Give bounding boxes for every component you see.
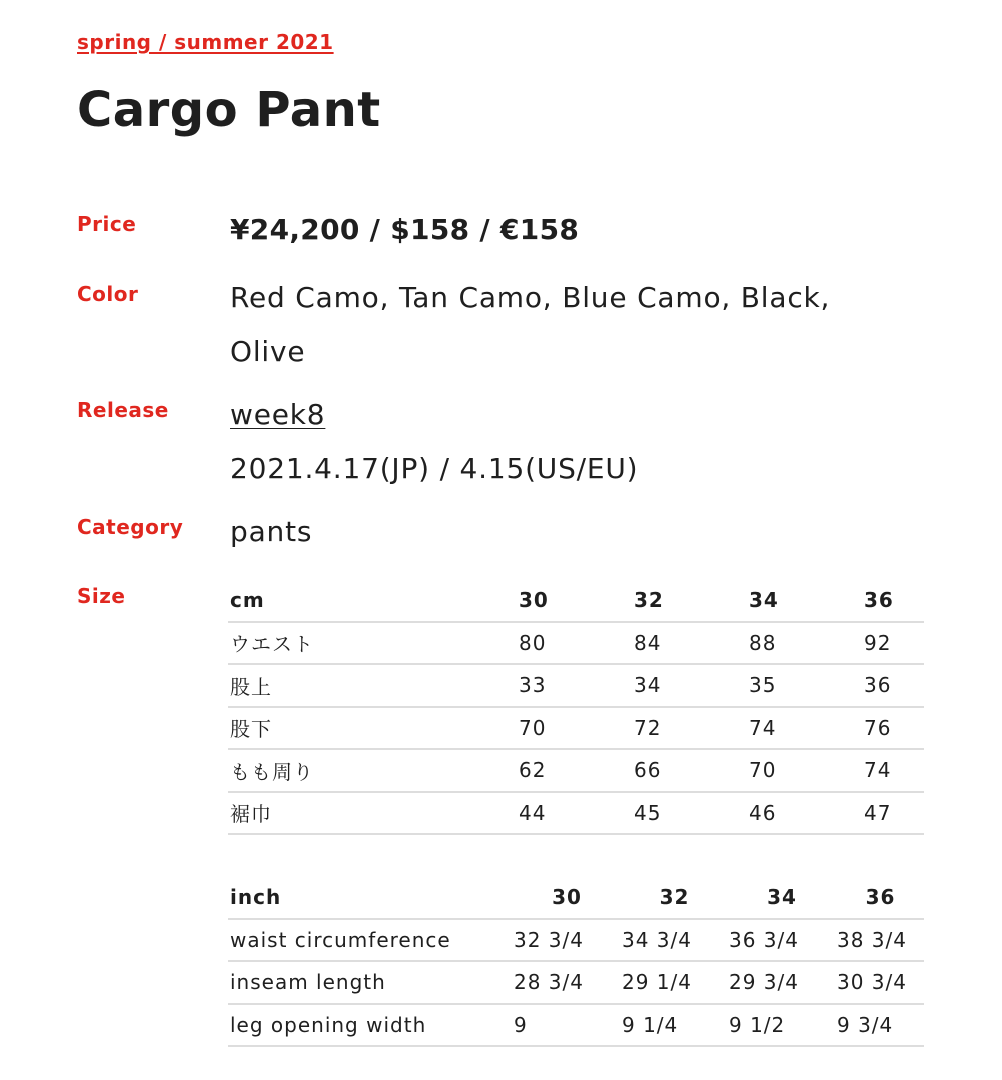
measure-label: 裾巾 xyxy=(228,792,517,835)
table-row xyxy=(228,961,924,1004)
measure-value: 74 xyxy=(862,749,924,792)
size-header: 32 xyxy=(620,876,727,919)
measure-value: 9 1/4 xyxy=(620,1004,727,1047)
measure-value: 66 xyxy=(632,749,747,792)
measure-value: 72 xyxy=(632,707,747,750)
measure-value: 29 3/4 xyxy=(727,961,835,1004)
measure-label: もも周り xyxy=(228,749,517,792)
measure-value: 9 1/2 xyxy=(727,1004,835,1047)
release-dates: 2021.4.17(JP) / 4.15(US/EU) xyxy=(230,452,639,485)
measure-value: 32 3/4 xyxy=(512,919,620,962)
size-header: 32 xyxy=(632,579,747,622)
measure-value: 36 xyxy=(862,664,924,707)
measure-value: 62 xyxy=(517,749,632,792)
page-title: Cargo Pant xyxy=(77,82,381,138)
table-row xyxy=(228,749,924,792)
measure-label: 股下 xyxy=(228,707,517,750)
measure-value: 70 xyxy=(747,749,862,792)
size-header: 34 xyxy=(727,876,835,919)
measure-value: 38 3/4 xyxy=(835,919,924,962)
price-label: Price xyxy=(77,212,137,236)
measure-value: 46 xyxy=(747,792,862,835)
unit-header: cm xyxy=(228,579,517,622)
release-value xyxy=(230,388,638,496)
measure-value: 9 3/4 xyxy=(835,1004,924,1047)
measure-value: 44 xyxy=(517,792,632,835)
season-link[interactable]: spring / summer 2021 xyxy=(77,30,334,54)
table-header-row xyxy=(228,579,924,622)
measure-value: 74 xyxy=(747,707,862,750)
measure-value: 28 3/4 xyxy=(512,961,620,1004)
table-row xyxy=(228,1004,924,1047)
size-header: 30 xyxy=(512,876,620,919)
size-header: 30 xyxy=(517,579,632,622)
color-value-line-1: Red Camo, Tan Camo, Blue Camo, Black, xyxy=(230,281,831,314)
table-header-row xyxy=(228,876,924,919)
measure-value: 33 xyxy=(517,664,632,707)
measure-value: 34 xyxy=(632,664,747,707)
color-value xyxy=(230,271,830,379)
measure-value: 88 xyxy=(747,622,862,665)
measure-label: inseam length xyxy=(228,961,512,1004)
size-header: 36 xyxy=(835,876,924,919)
measure-value: 36 3/4 xyxy=(727,919,835,962)
size-table-cm xyxy=(228,579,924,835)
category-value: pants xyxy=(230,515,313,548)
table-row xyxy=(228,664,924,707)
size-label: Size xyxy=(77,584,126,608)
measure-value: 29 1/4 xyxy=(620,961,727,1004)
unit-header: inch xyxy=(228,876,512,919)
measure-label: waist circumference xyxy=(228,919,512,962)
table-row xyxy=(228,707,924,750)
measure-value: 70 xyxy=(517,707,632,750)
measure-value: 30 3/4 xyxy=(835,961,924,1004)
price-value: ¥24,200 / $158 / €158 xyxy=(230,213,580,246)
measure-label: ウエスト xyxy=(228,622,517,665)
category-label: Category xyxy=(77,515,184,539)
table-row xyxy=(228,919,924,962)
measure-value: 92 xyxy=(862,622,924,665)
size-header: 34 xyxy=(747,579,862,622)
measure-value: 9 xyxy=(512,1004,620,1047)
table-row xyxy=(228,622,924,665)
color-label: Color xyxy=(77,282,139,306)
measure-label: 股上 xyxy=(228,664,517,707)
release-week-link[interactable]: week8 xyxy=(230,398,326,431)
table-row xyxy=(228,792,924,835)
size-table-inch xyxy=(228,876,924,1047)
measure-value: 34 3/4 xyxy=(620,919,727,962)
measure-label: leg opening width xyxy=(228,1004,512,1047)
measure-value: 84 xyxy=(632,622,747,665)
measure-value: 80 xyxy=(517,622,632,665)
measure-value: 76 xyxy=(862,707,924,750)
measure-value: 47 xyxy=(862,792,924,835)
color-value-line-2: Olive xyxy=(230,335,306,368)
release-label: Release xyxy=(77,398,169,422)
measure-value: 35 xyxy=(747,664,862,707)
size-header: 36 xyxy=(862,579,924,622)
measure-value: 45 xyxy=(632,792,747,835)
